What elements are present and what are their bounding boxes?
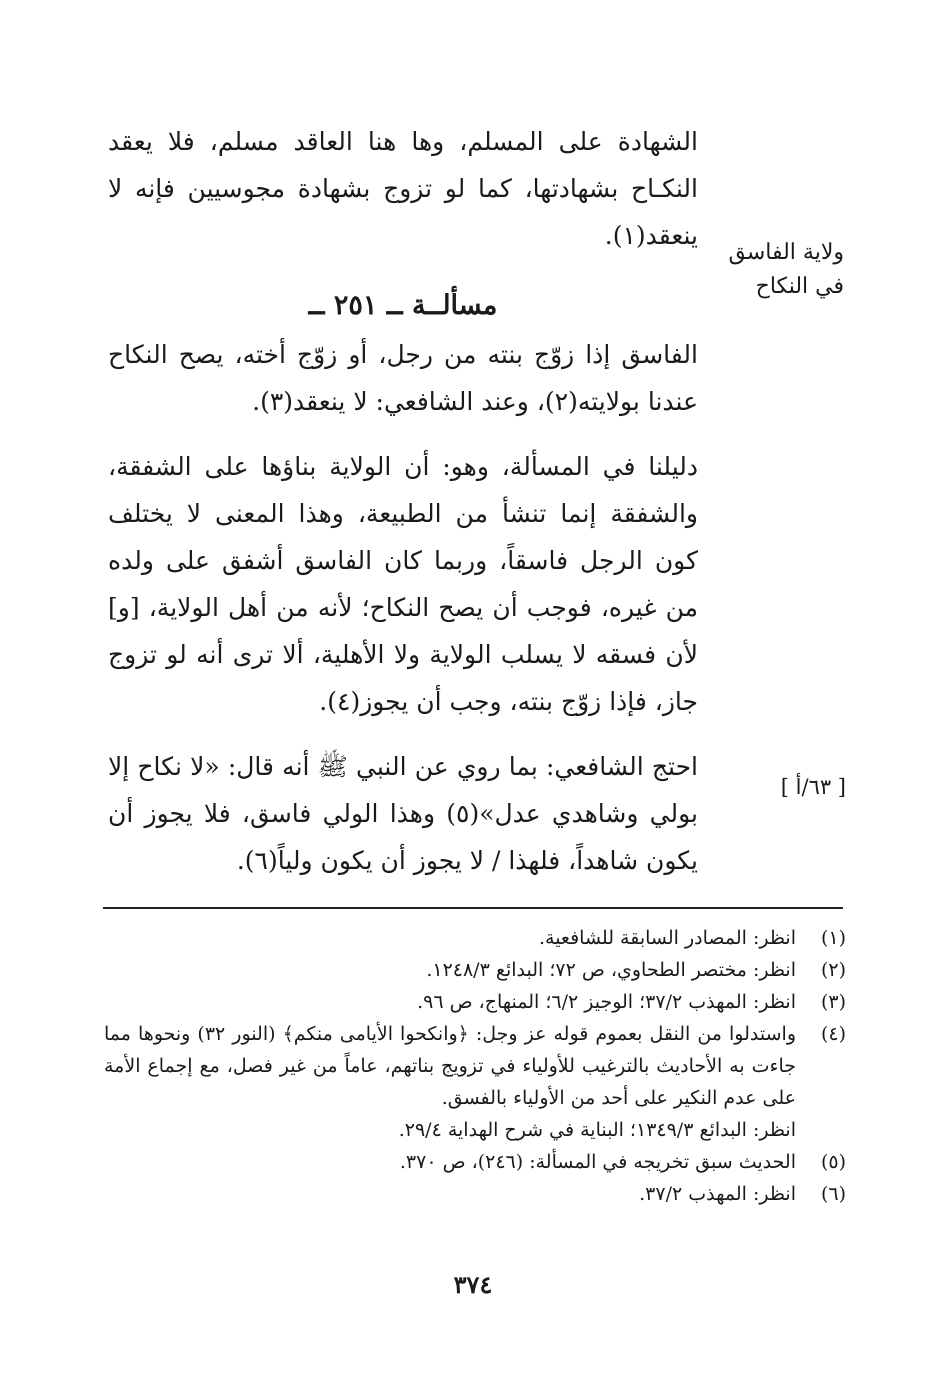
footnote-text: انظر: المهذب ٣٧/٢. bbox=[639, 1183, 796, 1205]
footnote-number: (١) bbox=[820, 927, 846, 949]
page-number: ٣٧٤ bbox=[453, 1270, 493, 1299]
masala-heading: مسألــة ــ ٢٥١ ــ bbox=[308, 290, 498, 321]
footnote-number: (٤) bbox=[820, 1023, 846, 1045]
footnote-6 bbox=[104, 1178, 846, 1210]
intro-paragraph: الشهادة على المسلم، وها هنا العاقد مسلم، فلا يعقد النكـاح بشهادتها، كما لو تزوج بشهادة مجوسيين فإنه لا ينعقد(١). bbox=[108, 127, 698, 250]
footnotes bbox=[104, 922, 846, 1210]
main-text-column bbox=[108, 118, 698, 884]
footnote-4-continuation: انظر: البدائع ١٣٤٩/٣؛ البناية في شرح الهداية ٢٩/٤. bbox=[398, 1119, 796, 1141]
footnote-2 bbox=[104, 954, 846, 986]
footnote-text: انظر: المهذب ٣٧/٢؛ الوجيز ٦/٢؛ المنهاج، ص ٩٦. bbox=[417, 991, 796, 1013]
footnote-number: (٥) bbox=[820, 1151, 846, 1173]
footnote-number: (٣) bbox=[820, 991, 846, 1013]
footnote-text: انظر: المصادر السابقة للشافعية. bbox=[538, 927, 796, 949]
margin-heading: ولاية الفاسق في النكاح bbox=[728, 240, 844, 299]
footnote-divider bbox=[103, 907, 843, 909]
paragraph-1: الفاسق إذا زوّج بنته من رجل، أو زوّج أخته، يصح النكاح عندنا بولايته(٢)، وعند الشافعي: لا ينعقد(٣). bbox=[108, 340, 698, 416]
footnote-4 bbox=[104, 1018, 846, 1114]
paragraph-2: دليلنا في المسألة، وهو: أن الولاية بناؤها على الشفقة، والشفقة إنما تنشأ من الطبيعة، وهذا المعنى لا يختلف كون الرجل فاسقاً، وربما كان الفاسق أشفق على ولده من غيره، فوجب أن يصح النكاح؛ لأنه من أهل الولاية، [و] لأن فسقه لا يسلب الولاية ولا الأهلية، ألا ترى أنه لو تزوج جاز، فإذا زوّج بنته، وجب أن يجوز(٤). bbox=[108, 452, 698, 716]
footnote-number: (٦) bbox=[820, 1183, 846, 1205]
footnote-3 bbox=[104, 986, 846, 1018]
footnote-text: الحديث سبق تخريجه في المسألة: (٢٤٦)، ص ٣٧٠. bbox=[399, 1151, 796, 1173]
footnote-number: (٢) bbox=[820, 959, 846, 981]
paragraph-3: احتج الشافعي: بما روي عن النبي ﷺ أنه قال: «لا نكاح إلا بولي وشاهدي عدل»(٥) وهذا الولي فاسق، فلا يجوز أن يكون شاهداً، فلهذا / لا يجوز أن يكون ولياً(٦). bbox=[108, 752, 698, 875]
footnote-5 bbox=[104, 1146, 846, 1178]
footnote-1 bbox=[104, 922, 846, 954]
manuscript-folio-ref: [ ٦٣/أ ] bbox=[780, 775, 846, 799]
footnote-text: واستدلوا من النقل بعموم قوله عز وجل: ﴿وانكحوا الأيامى منكم﴾ (النور ٣٢) ونحوها مما جاءت به الأحاديث بالترغيب للأولياء في تزويج بناتهم، عاماً من غير فصل، مع إجماع الأمة على عدم النكير على أحد من الأولياء بالفسق. bbox=[104, 1023, 796, 1109]
footnote-text: انظر: مختصر الطحاوي، ص ٧٢؛ البدائع ١٢٤٨/٣. bbox=[426, 959, 796, 981]
